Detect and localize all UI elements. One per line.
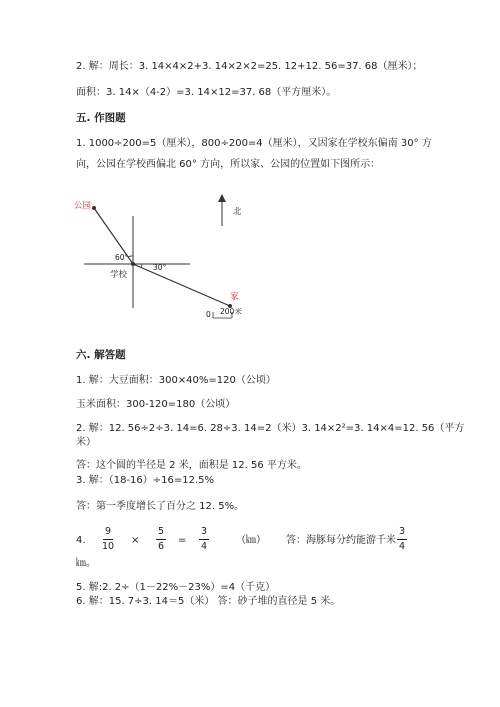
school-to-home-line (133, 264, 230, 306)
fraction-denominator: 6 (157, 541, 165, 552)
fraction-three-quarters (199, 526, 209, 553)
answer-6-5: 5. 解:2. 2÷（1－22%－23%）=4（千克） (76, 582, 276, 593)
scale-length-label: 200米 (220, 307, 242, 316)
fraction-numerator: 3 (200, 526, 208, 537)
answer-6-4-number: 4. (76, 535, 86, 546)
fraction-numerator: 3 (398, 526, 406, 537)
answer-6-1-corn: 玉米面积：300-120=180（公顷） (76, 399, 236, 410)
answer-6-4-unit-line: ㎞。 (76, 558, 96, 569)
fraction-denominator: 10 (102, 541, 115, 552)
fraction-denominator: 4 (398, 541, 406, 552)
answer-6-2-line-2: 米） (76, 437, 96, 448)
fraction-numerator: 9 (105, 526, 112, 537)
school-label: 学校 (110, 270, 128, 280)
fraction-five-sixths (156, 526, 166, 553)
equals-sign: = (178, 535, 187, 546)
north-arrow-head (218, 194, 226, 202)
fraction-numerator: 5 (157, 526, 165, 537)
angle-arc-park (128, 256, 133, 257)
answer-6-2-line-1: 2. 解：12. 56÷2÷3. 14=6. 28÷3. 14=2（米）3. 14×2²=3. 14×4=12. 56（平方 (76, 423, 465, 434)
answer-6-2-reply: 答：这个圆的半径是 2 米，面积是 12. 56 平方米。 (76, 460, 307, 471)
times-sign: × (131, 535, 140, 546)
angle-home-label: 30° (153, 263, 167, 272)
angle-park-label: 60° (115, 253, 129, 262)
drawing-answer-line-2: 向，公园在学校西偏北 60° 方向，所以家、公园的位置如下图所示： (76, 159, 381, 170)
home-label: 家 (230, 292, 239, 302)
north-label: 北 (233, 207, 242, 217)
answer-6-3-reply: 答：第一季度增长了百分之 12. 5%。 (76, 501, 245, 512)
school-point (131, 262, 135, 266)
answer-6-4-reply: 答：海豚每分约能游千米 (286, 535, 396, 546)
drawing-answer-line-1: 1. 1000÷200=5（厘米），800÷200=4（厘米），又因家在学校东偏南 30° 方 (76, 138, 432, 149)
answer-6-1-soybean: 1. 解：大豆面积：300×40%=120（公顷） (76, 375, 276, 386)
section-6-heading: 六. 解答题 (76, 349, 126, 361)
section-5-heading: 五. 作图题 (76, 112, 126, 124)
answer-6-6: 6. 解：15. 7÷3. 14＝5（米） 答：砂子堆的直径是 5 米。 (76, 596, 341, 607)
answer-6-3-solution: 3. 解：（18-16）÷16=12.5% (76, 475, 215, 486)
answer-2-area: 面积：3. 14×（4-2）=3. 14×12=37. 68（平方厘米）。 (76, 87, 337, 98)
fraction-nine-tenths (102, 526, 114, 553)
unit-km: （㎞） (236, 535, 266, 546)
park-point (92, 206, 96, 210)
location-diagram (0, 190, 500, 350)
park-label: 公园 (74, 201, 92, 211)
scale-zero-label: 0 (206, 310, 211, 319)
answer-2-perimeter: 2. 解：周长：3. 14×4×2+3. 14×2×2=25. 12+12. 56=37. 68（厘米）； (76, 61, 423, 72)
fraction-denominator: 4 (200, 541, 208, 552)
fraction-three-quarters-answer (397, 526, 407, 553)
